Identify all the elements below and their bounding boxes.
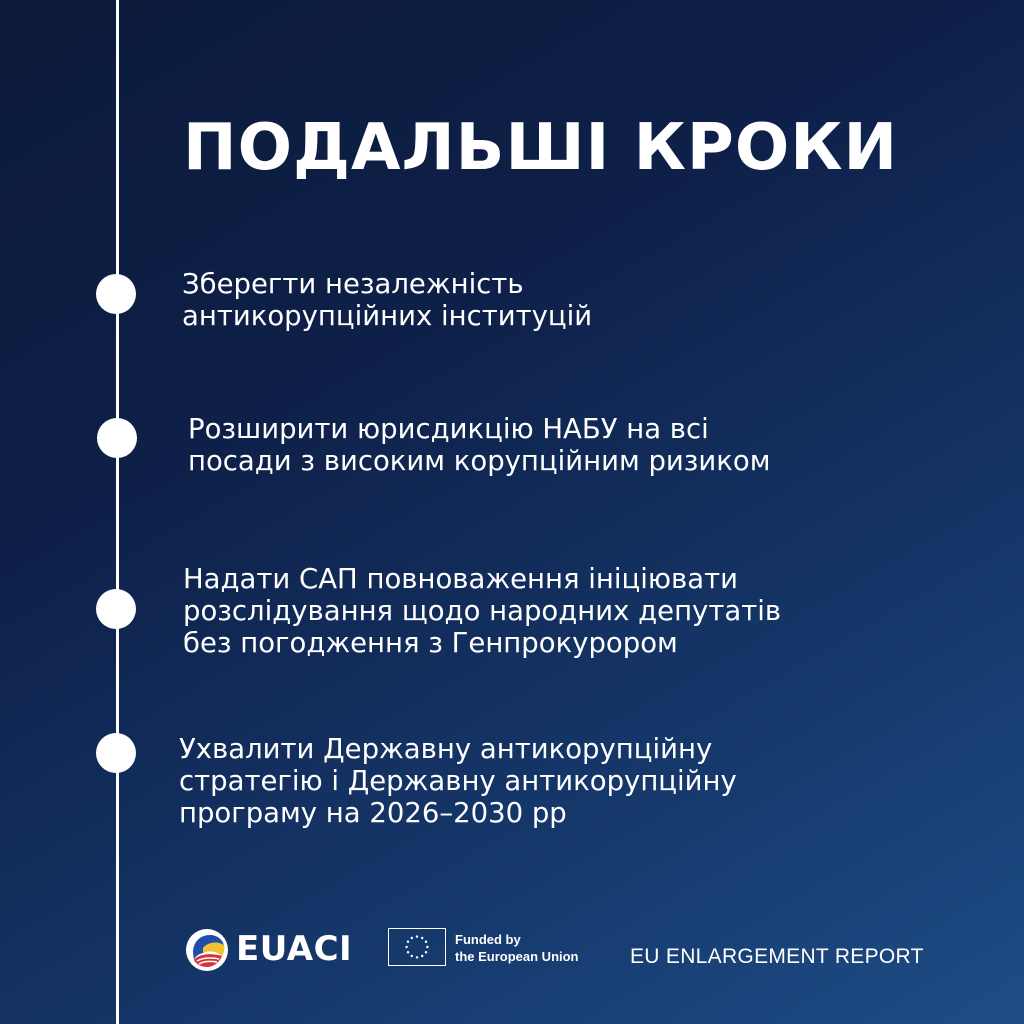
- report-label: EU ENLARGEMENT REPORT: [630, 945, 924, 968]
- step-1-text: [182, 268, 592, 332]
- step-1-line-1: Зберегти незалежність: [182, 268, 524, 300]
- funded-by-eu-text: [455, 931, 579, 965]
- step-3-line-1: Надати САП повноваження ініціювати: [183, 563, 738, 595]
- step-1-line-2: антикорупційних інституцій: [182, 300, 593, 332]
- step-4-line-3: програму на 2026–2030 рр: [179, 797, 567, 829]
- step-2-line-2: посади з високим корупційним ризиком: [188, 445, 771, 477]
- timeline-dot-4: [96, 733, 136, 773]
- step-4-text: [179, 733, 737, 829]
- page-title: ПОДАЛЬШІ КРОКИ: [183, 111, 899, 185]
- funded-line-1: Funded by: [455, 932, 521, 947]
- step-4-line-1: Ухвалити Державну антикорупційну: [179, 733, 713, 765]
- eu-flag-icon: [388, 928, 446, 966]
- timeline-dot-3: [96, 589, 136, 629]
- euaci-logo-icon: [184, 927, 230, 973]
- step-3-text: [183, 563, 781, 659]
- step-3-line-3: без погодження з Генпрокурором: [183, 627, 678, 659]
- euaci-logo-text: EUACI: [236, 929, 353, 969]
- step-3-line-2: розслідування щодо народних депутатів: [183, 595, 782, 627]
- timeline-line: [116, 0, 119, 1024]
- timeline-dot-1: [96, 274, 136, 314]
- footer: [0, 920, 1024, 980]
- step-2-text: [188, 413, 770, 477]
- step-4-line-2: стратегію і Державну антикорупційну: [179, 765, 737, 797]
- funded-line-2: the European Union: [455, 949, 579, 964]
- step-2-line-1: Розширити юрисдикцію НАБУ на всі: [188, 413, 709, 445]
- timeline-dot-2: [97, 418, 137, 458]
